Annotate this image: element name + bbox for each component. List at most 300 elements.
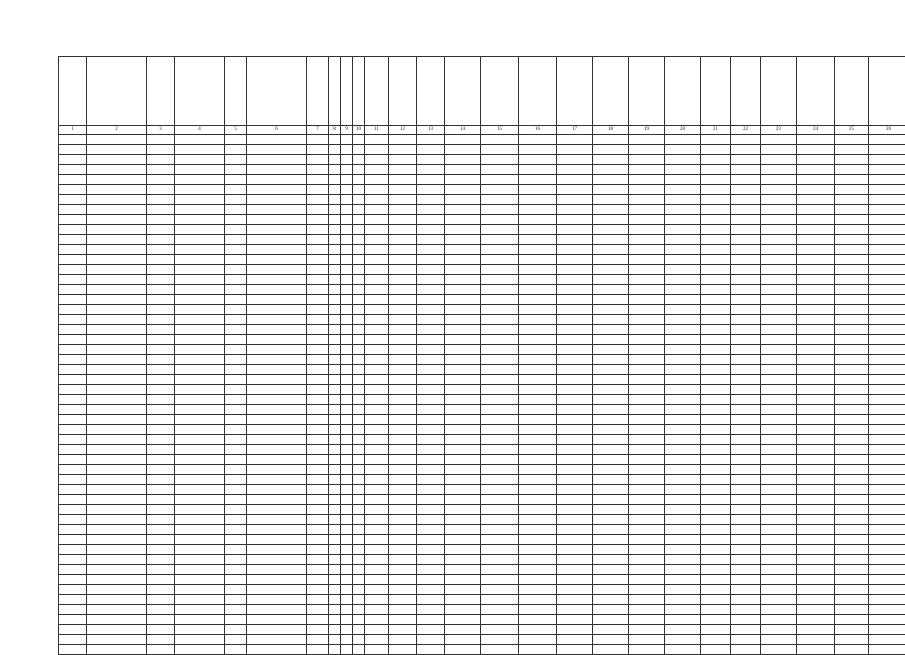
table-cell: [87, 545, 147, 555]
table-cell: [59, 335, 87, 345]
table-cell: [175, 515, 225, 525]
table-cell: [797, 495, 835, 505]
header-cell: [761, 57, 797, 126]
table-cell: [761, 475, 797, 485]
table-cell: [147, 345, 175, 355]
table-cell: [417, 545, 445, 555]
table-cell: [797, 155, 835, 165]
table-cell: [59, 415, 87, 425]
table-row: [59, 315, 905, 325]
table-cell: [869, 135, 905, 145]
table-cell: [365, 255, 389, 265]
table-cell: [247, 555, 307, 565]
table-cell: [797, 645, 835, 655]
table-cell: [593, 585, 629, 595]
table-cell: [225, 405, 247, 415]
table-cell: [389, 335, 417, 345]
table-cell: [797, 485, 835, 495]
table-cell: [519, 325, 557, 335]
table-cell: [665, 365, 701, 375]
table-cell: [389, 275, 417, 285]
table-cell: [761, 235, 797, 245]
table-cell: [147, 215, 175, 225]
table-cell: [869, 355, 905, 365]
table-cell: [835, 575, 869, 585]
table-cell: [87, 145, 147, 155]
table-cell: [593, 385, 629, 395]
table-cell: [329, 595, 341, 605]
table-cell: [557, 175, 593, 185]
table-cell: [353, 315, 365, 325]
table-cell: [731, 305, 761, 315]
table-cell: [731, 575, 761, 585]
table-cell: [557, 225, 593, 235]
table-cell: [731, 335, 761, 345]
table-cell: [593, 635, 629, 645]
table-cell: [557, 325, 593, 335]
table-cell: [445, 545, 481, 555]
table-cell: [307, 155, 329, 165]
table-cell: [731, 425, 761, 435]
table-cell: [417, 345, 445, 355]
table-cell: [593, 555, 629, 565]
table-cell: [353, 245, 365, 255]
table-cell: [731, 415, 761, 425]
table-cell: [247, 565, 307, 575]
table-cell: [59, 365, 87, 375]
table-cell: [353, 565, 365, 575]
column-number-cell: 6: [247, 126, 307, 135]
table-cell: [147, 545, 175, 555]
table-cell: [247, 615, 307, 625]
header-cell: [329, 57, 341, 126]
table-cell: [593, 535, 629, 545]
table-cell: [87, 515, 147, 525]
table-cell: [557, 505, 593, 515]
column-number-cell: 1: [59, 126, 87, 135]
header-cell: [247, 57, 307, 126]
table-cell: [247, 275, 307, 285]
table-row: [59, 385, 905, 395]
table-cell: [389, 625, 417, 635]
table-cell: [307, 415, 329, 425]
table-cell: [247, 645, 307, 655]
table-cell: [629, 415, 665, 425]
table-cell: [481, 585, 519, 595]
table-cell: [329, 175, 341, 185]
table-cell: [341, 315, 353, 325]
table-cell: [247, 255, 307, 265]
table-cell: [59, 135, 87, 145]
table-cell: [353, 335, 365, 345]
table-cell: [797, 445, 835, 455]
table-cell: [593, 255, 629, 265]
table-row: [59, 335, 905, 345]
table-cell: [365, 375, 389, 385]
table-cell: [417, 505, 445, 515]
table-cell: [593, 605, 629, 615]
table-cell: [389, 135, 417, 145]
table-cell: [869, 165, 905, 175]
table-cell: [629, 425, 665, 435]
table-cell: [225, 155, 247, 165]
table-cell: [307, 305, 329, 315]
table-cell: [797, 385, 835, 395]
table-cell: [701, 255, 731, 265]
table-cell: [59, 175, 87, 185]
table-cell: [445, 375, 481, 385]
table-cell: [87, 625, 147, 635]
table-cell: [519, 475, 557, 485]
table-cell: [629, 345, 665, 355]
table-cell: [701, 635, 731, 645]
table-cell: [329, 515, 341, 525]
table-cell: [519, 395, 557, 405]
table-cell: [557, 475, 593, 485]
table-cell: [835, 435, 869, 445]
table-cell: [593, 465, 629, 475]
table-cell: [701, 305, 731, 315]
table-cell: [665, 145, 701, 155]
table-cell: [365, 155, 389, 165]
table-cell: [225, 425, 247, 435]
table-cell: [175, 175, 225, 185]
table-cell: [225, 555, 247, 565]
table-cell: [147, 175, 175, 185]
table-cell: [417, 565, 445, 575]
table-cell: [341, 385, 353, 395]
table-cell: [519, 305, 557, 315]
table-cell: [835, 635, 869, 645]
table-cell: [557, 615, 593, 625]
table-cell: [731, 615, 761, 625]
table-cell: [557, 625, 593, 635]
table-cell: [797, 325, 835, 335]
table-cell: [329, 245, 341, 255]
table-cell: [665, 325, 701, 335]
table-cell: [175, 275, 225, 285]
table-cell: [445, 515, 481, 525]
table-cell: [519, 285, 557, 295]
table-cell: [445, 325, 481, 335]
table-cell: [519, 265, 557, 275]
table-cell: [59, 185, 87, 195]
table-cell: [701, 455, 731, 465]
table-cell: [329, 135, 341, 145]
table-cell: [701, 315, 731, 325]
table-cell: [835, 175, 869, 185]
table-cell: [445, 355, 481, 365]
table-cell: [87, 175, 147, 185]
table-cell: [665, 505, 701, 515]
table-cell: [341, 645, 353, 655]
table-cell: [417, 555, 445, 565]
table-cell: [59, 485, 87, 495]
table-cell: [417, 325, 445, 335]
table-cell: [557, 635, 593, 645]
table-cell: [87, 475, 147, 485]
table-cell: [481, 575, 519, 585]
table-cell: [307, 215, 329, 225]
table-cell: [629, 505, 665, 515]
table-cell: [701, 595, 731, 605]
table-cell: [665, 275, 701, 285]
table-cell: [731, 595, 761, 605]
table-cell: [147, 255, 175, 265]
table-cell: [665, 635, 701, 645]
table-cell: [445, 405, 481, 415]
table-cell: [481, 285, 519, 295]
table-cell: [445, 185, 481, 195]
table-cell: [629, 645, 665, 655]
table-cell: [797, 465, 835, 475]
table-cell: [87, 235, 147, 245]
table-cell: [665, 355, 701, 365]
table-cell: [147, 605, 175, 615]
table-cell: [593, 175, 629, 185]
table-cell: [353, 365, 365, 375]
table-cell: [417, 355, 445, 365]
table-cell: [225, 385, 247, 395]
table-cell: [307, 295, 329, 305]
table-cell: [557, 465, 593, 475]
table-cell: [519, 545, 557, 555]
table-cell: [389, 435, 417, 445]
table-cell: [353, 155, 365, 165]
table-cell: [341, 345, 353, 355]
table-cell: [147, 485, 175, 495]
table-cell: [175, 235, 225, 245]
table-cell: [835, 385, 869, 395]
table-cell: [701, 535, 731, 545]
table-cell: [247, 415, 307, 425]
table-cell: [557, 255, 593, 265]
table-cell: [353, 645, 365, 655]
table-cell: [869, 525, 905, 535]
table-cell: [797, 185, 835, 195]
table-cell: [247, 395, 307, 405]
table-cell: [147, 315, 175, 325]
table-cell: [797, 405, 835, 415]
table-cell: [147, 505, 175, 515]
table-cell: [147, 515, 175, 525]
table-cell: [445, 245, 481, 255]
table-cell: [353, 215, 365, 225]
table-cell: [87, 355, 147, 365]
table-cell: [225, 305, 247, 315]
table-cell: [417, 435, 445, 445]
table-cell: [519, 425, 557, 435]
table-cell: [519, 645, 557, 655]
table-cell: [665, 555, 701, 565]
table-cell: [629, 295, 665, 305]
table-cell: [629, 405, 665, 415]
table-cell: [665, 615, 701, 625]
table-cell: [797, 605, 835, 615]
table-cell: [557, 385, 593, 395]
table-cell: [731, 185, 761, 195]
table-cell: [481, 135, 519, 145]
table-cell: [59, 605, 87, 615]
table-cell: [731, 225, 761, 235]
table-cell: [519, 605, 557, 615]
table-cell: [329, 415, 341, 425]
table-cell: [365, 245, 389, 255]
table-cell: [307, 185, 329, 195]
table-cell: [353, 535, 365, 545]
table-cell: [417, 625, 445, 635]
table-cell: [445, 285, 481, 295]
header-cell: [629, 57, 665, 126]
table-cell: [557, 555, 593, 565]
table-cell: [225, 365, 247, 375]
table-cell: [59, 555, 87, 565]
table-cell: [307, 235, 329, 245]
table-cell: [869, 625, 905, 635]
table-cell: [665, 525, 701, 535]
table-row: [59, 495, 905, 505]
table-cell: [417, 515, 445, 525]
table-cell: [481, 565, 519, 575]
table-cell: [225, 275, 247, 285]
table-cell: [353, 445, 365, 455]
table-cell: [417, 635, 445, 645]
table-cell: [731, 395, 761, 405]
table-cell: [731, 145, 761, 155]
table-cell: [389, 165, 417, 175]
table-cell: [365, 175, 389, 185]
table-cell: [701, 275, 731, 285]
table-cell: [731, 265, 761, 275]
table-cell: [869, 535, 905, 545]
table-cell: [445, 165, 481, 175]
table-cell: [389, 605, 417, 615]
table-cell: [731, 365, 761, 375]
table-cell: [761, 585, 797, 595]
table-cell: [417, 235, 445, 245]
table-cell: [307, 245, 329, 255]
table-cell: [701, 265, 731, 275]
table-cell: [731, 445, 761, 455]
table-cell: [59, 615, 87, 625]
table-cell: [329, 615, 341, 625]
table-cell: [175, 215, 225, 225]
table-cell: [557, 295, 593, 305]
table-cell: [59, 405, 87, 415]
table-cell: [365, 235, 389, 245]
table-cell: [731, 565, 761, 575]
table-cell: [365, 205, 389, 215]
table-cell: [629, 565, 665, 575]
table-row: [59, 165, 905, 175]
table-cell: [329, 575, 341, 585]
table-cell: [365, 635, 389, 645]
table-cell: [341, 635, 353, 645]
table-cell: [593, 445, 629, 455]
table-cell: [797, 365, 835, 375]
table-cell: [593, 265, 629, 275]
table-cell: [389, 405, 417, 415]
table-cell: [417, 385, 445, 395]
table-cell: [247, 145, 307, 155]
table-cell: [731, 295, 761, 305]
table-cell: [557, 305, 593, 315]
table-cell: [87, 195, 147, 205]
table-row: [59, 235, 905, 245]
table-cell: [593, 525, 629, 535]
table-cell: [389, 215, 417, 225]
table-cell: [519, 205, 557, 215]
table-cell: [519, 365, 557, 375]
table-cell: [701, 195, 731, 205]
table-cell: [417, 185, 445, 195]
table-cell: [175, 145, 225, 155]
table-cell: [365, 455, 389, 465]
table-cell: [557, 345, 593, 355]
table-cell: [481, 185, 519, 195]
table-cell: [225, 435, 247, 445]
header-cell: [307, 57, 329, 126]
table-cell: [519, 565, 557, 575]
table-cell: [557, 535, 593, 545]
table-cell: [59, 265, 87, 275]
table-cell: [365, 355, 389, 365]
table-cell: [365, 475, 389, 485]
table-row: [59, 595, 905, 605]
table-cell: [87, 325, 147, 335]
table-cell: [341, 265, 353, 275]
table-cell: [341, 145, 353, 155]
table-cell: [175, 535, 225, 545]
table-cell: [835, 235, 869, 245]
table-cell: [87, 335, 147, 345]
table-cell: [761, 285, 797, 295]
table-cell: [481, 155, 519, 165]
table-cell: [665, 335, 701, 345]
table-cell: [59, 435, 87, 445]
table-cell: [557, 135, 593, 145]
table-cell: [797, 535, 835, 545]
table-cell: [329, 625, 341, 635]
table-cell: [519, 485, 557, 495]
table-cell: [389, 525, 417, 535]
table-cell: [445, 415, 481, 425]
table-cell: [307, 575, 329, 585]
table-cell: [593, 345, 629, 355]
table-cell: [329, 495, 341, 505]
table-row: [59, 135, 905, 145]
table-cell: [87, 585, 147, 595]
table-cell: [593, 185, 629, 195]
table-cell: [175, 405, 225, 415]
table-cell: [797, 235, 835, 245]
column-number-row: [59, 126, 905, 135]
table-cell: [731, 355, 761, 365]
column-number-cell: 7: [307, 126, 329, 135]
table-cell: [761, 545, 797, 555]
column-number-cell: 9: [341, 126, 353, 135]
table-cell: [365, 515, 389, 525]
table-cell: [247, 495, 307, 505]
table-cell: [665, 575, 701, 585]
table-cell: [307, 335, 329, 345]
table-cell: [417, 575, 445, 585]
header-cell: [225, 57, 247, 126]
table-cell: [761, 445, 797, 455]
table-cell: [353, 605, 365, 615]
table-cell: [731, 475, 761, 485]
table-cell: [593, 475, 629, 485]
